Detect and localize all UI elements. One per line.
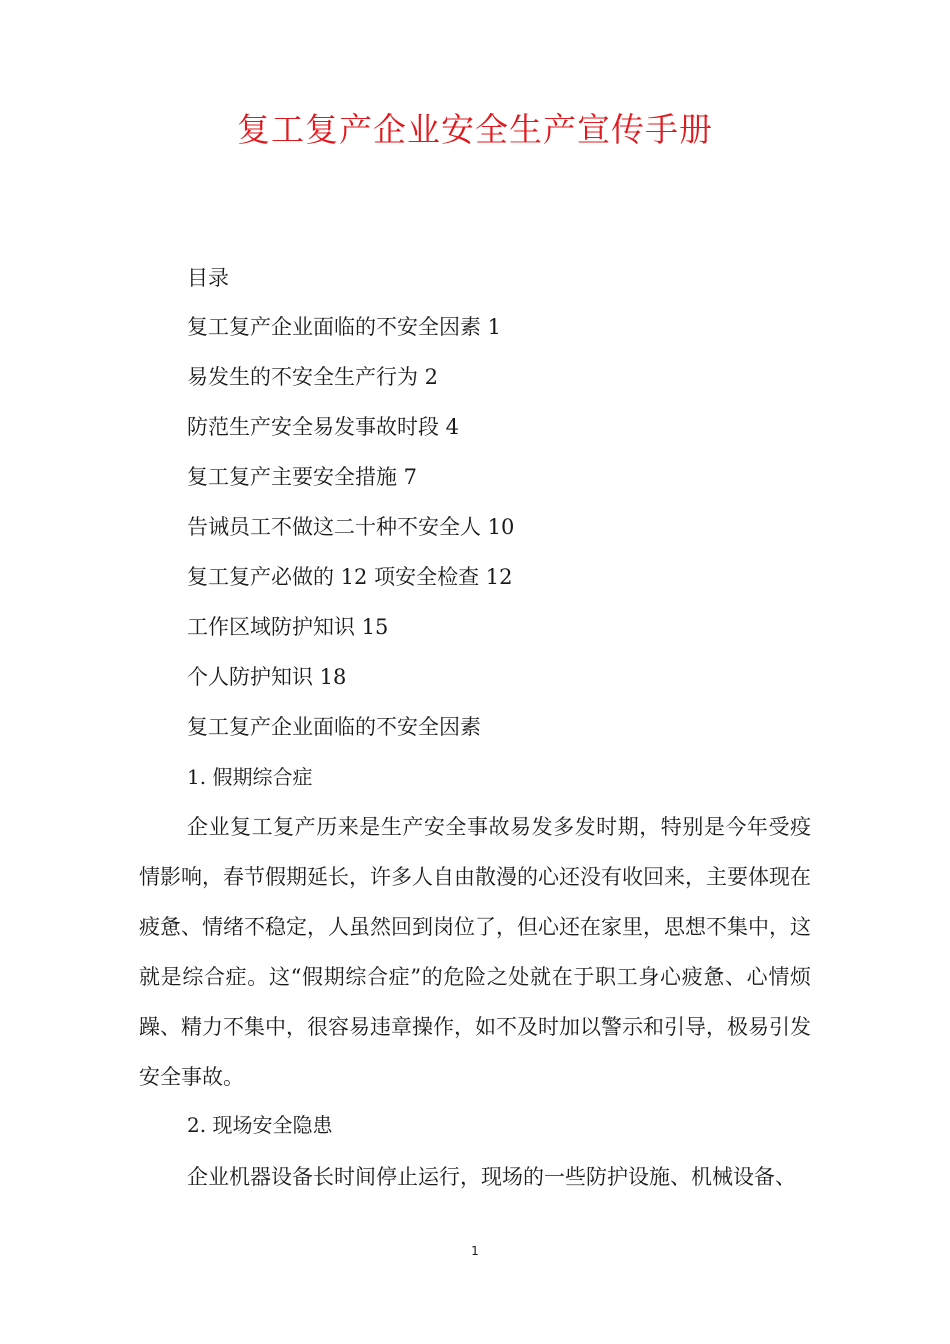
paragraph-site-hazards: 企业机器设备长时间停止运行，现场的一些防护设施、机械设备、 [187,1165,796,1189]
item-heading-holiday-syndrome: 1. 假期综合症 [187,765,313,789]
section-heading: 复工复产企业面临的不安全因素 [187,715,481,739]
toc-heading: 目录 [187,266,229,290]
toc-entry[interactable]: 告诫员工不做这二十种不安全人 10 [187,515,515,539]
toc-entry[interactable]: 个人防护知识 18 [187,665,347,689]
table-of-contents [187,312,514,712]
toc-entry[interactable]: 复工复产企业面临的不安全因素 1 [187,315,502,339]
paragraph-holiday-syndrome: 企业复工复产历来是生产安全事故易发多发时期，特别是今年受疫情影响，春节假期延长，许多人自由散漫的心还没有收回来，主要体现在疲惫、情绪不稳定，人虽然回到岗位了，但心还在家里，思想不集中，这就是综合症。这“假期综合症”的危险之处就在于职工身心疲惫、心情烦躁、精力不集中，很容易违章操作，如不及时加以警示和引导，极易引发安全事故。 [139,815,811,1089]
item-heading-site-hazards: 2. 现场安全隐患 [187,1113,333,1137]
toc-entry[interactable]: 复工复产主要安全措施 7 [187,465,418,489]
toc-entry[interactable]: 防范生产安全易发事故时段 4 [187,415,460,439]
document-title: 复工复产企业安全生产宣传手册 [237,110,713,149]
toc-entry[interactable]: 易发生的不安全生产行为 2 [187,365,439,389]
page-number: 1 [471,1244,479,1258]
toc-entry[interactable]: 复工复产必做的 12 项安全检查 12 [187,565,513,589]
toc-entry[interactable]: 工作区域防护知识 15 [187,615,389,639]
